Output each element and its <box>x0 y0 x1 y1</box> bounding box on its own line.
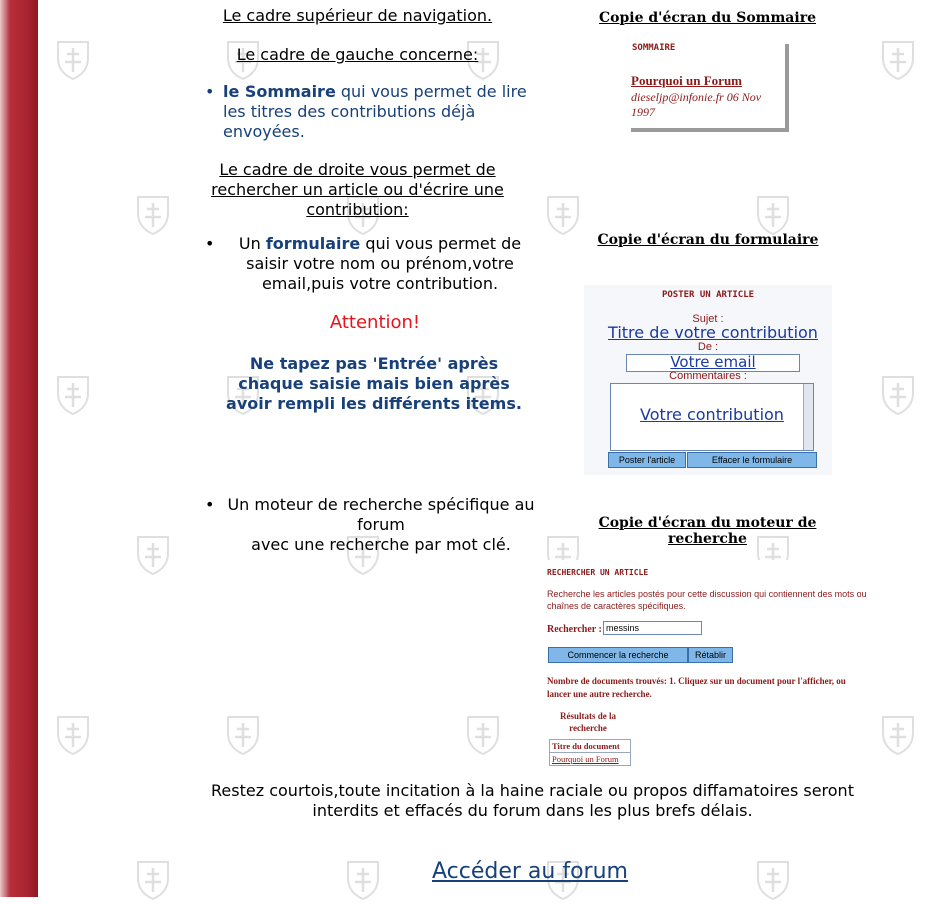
reset-button: Rétablir <box>688 647 733 663</box>
sommaire-bullet <box>205 82 535 142</box>
form-bullet: • Un formulaire qui vous permet de saisir votre nom ou prénom,votre email,puis votre contribution. <box>205 234 522 293</box>
form-caption: Copie d'écran du formulaire <box>597 232 819 248</box>
search-description-2: avec une recherche par mot clé. <box>251 535 511 554</box>
sommaire-meta: dieseljp@infonie.fr 06 Nov 1997 <box>631 90 762 119</box>
sommaire-screenshot <box>627 40 785 128</box>
fc-metz-crest-icon <box>135 535 171 575</box>
form-description: qui vous permet de saisir votre nom ou prénom,votre email,puis votre contribution. <box>246 234 522 293</box>
results-table-header: Titre du document <box>550 740 630 753</box>
results-table-row: Pourquoi un Forum <box>552 754 619 764</box>
comments-field <box>610 383 814 451</box>
attention-label: Attention! <box>329 312 421 333</box>
search-caption: Copie d'écran du moteur de recherche <box>598 515 817 547</box>
fc-metz-crest-icon <box>545 195 581 235</box>
search-heading: RECHERCHER UN ARTICLE <box>547 568 649 577</box>
search-description-text: Recherche les articles postés pour cette discussion qui contiennent des mots ou chaînes de caractères spécifiques. <box>547 589 867 611</box>
search-screenshot <box>545 560 870 772</box>
sommaire-description: qui vous permet de lire les titres des contributions déjà envoyées. <box>223 82 527 141</box>
sommaire-heading: SOMMAIRE <box>632 43 676 53</box>
results-table <box>549 739 631 766</box>
from-label: De : <box>697 341 719 353</box>
fc-metz-crest-icon <box>225 715 261 755</box>
comments-label: Commentaires : <box>669 370 747 382</box>
form-screenshot <box>584 285 832 475</box>
sommaire-link: Pourquoi un Forum <box>631 73 743 88</box>
sommaire-term: le Sommaire <box>223 82 336 101</box>
bullet-icon: • <box>205 234 215 253</box>
fc-metz-crest-icon <box>135 195 171 235</box>
fc-metz-crest-icon <box>880 715 916 755</box>
nav-frame-title: Le cadre supérieur de navigation. <box>222 6 493 25</box>
fc-metz-crest-icon <box>55 715 91 755</box>
form-heading: POSTER UN ARTICLE <box>661 290 755 300</box>
courtesy-notice: Restez courtois,toute incitation à la haine raciale ou propos diffamatoires seront interdits et effacés du forum dans les plus brefs délais. <box>211 781 854 820</box>
search-bullet <box>205 495 545 555</box>
fc-metz-crest-icon <box>135 860 171 900</box>
search-field: messins <box>603 621 702 635</box>
post-article-button: Poster l'article <box>608 452 686 468</box>
subject-label: Sujet : <box>692 313 724 325</box>
comments-value: Votre contribution <box>640 405 784 424</box>
fc-metz-crest-icon <box>55 40 91 80</box>
fc-metz-crest-icon <box>880 375 916 415</box>
fc-metz-crest-icon <box>465 715 501 755</box>
forum-link[interactable]: Accéder au forum <box>432 859 628 884</box>
form-term: formulaire <box>265 234 361 253</box>
from-field: Votre email <box>626 354 800 372</box>
fc-metz-crest-icon <box>755 860 791 900</box>
bullet-icon: • <box>205 495 215 514</box>
bullet-icon: • <box>205 82 215 101</box>
warning-text: Ne tapez pas 'Entrée' après chaque saisie mais bien après avoir rempli les différents items. <box>226 354 522 413</box>
left-frame-title: Le cadre de gauche concerne: <box>236 45 479 64</box>
fc-metz-crest-icon <box>755 195 791 235</box>
subject-field: Titre de votre contribution <box>608 323 818 342</box>
search-description: Un moteur de recherche spécifique au forum <box>227 495 535 534</box>
results-title: Résultats de la recherche <box>560 711 616 733</box>
fc-metz-crest-icon <box>880 40 916 80</box>
left-sidebar-bar <box>0 0 38 897</box>
search-label: Rechercher : <box>547 624 602 635</box>
fc-metz-crest-icon <box>55 375 91 415</box>
results-count: Nombre de documents trouvés: 1. Cliquez sur un document pour l'afficher, ou lancer une autre recherche. <box>547 676 846 699</box>
clear-form-button: Effacer le formulaire <box>687 452 817 468</box>
right-frame-title: Le cadre de droite vous permet de rechercher un article ou d'écrire une contribution: <box>211 160 504 219</box>
sommaire-caption: Copie d'écran du Sommaire <box>599 10 816 26</box>
start-search-button: Commencer la recherche <box>548 647 688 663</box>
fc-metz-crest-icon <box>345 860 381 900</box>
comments-scrollbar <box>803 384 813 450</box>
